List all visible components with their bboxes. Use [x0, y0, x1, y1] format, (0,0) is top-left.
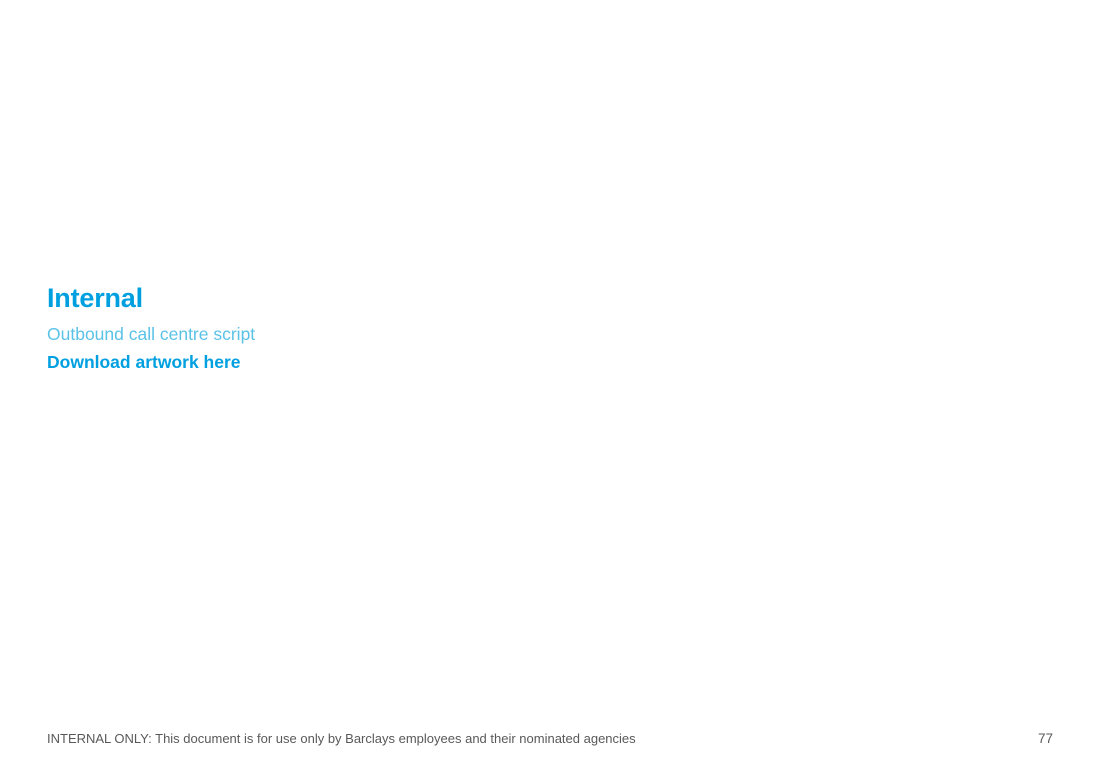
page-content	[47, 283, 255, 374]
footer-note: INTERNAL ONLY: This document is for use only by Barclays employees and their nominated agencies	[47, 731, 636, 746]
page-subtitle: Outbound call centre script	[47, 324, 256, 344]
page-title: Internal	[47, 283, 143, 313]
page-footer	[47, 731, 1053, 746]
page-number: 77	[1037, 731, 1053, 746]
download-artwork-link[interactable]: Download artwork here	[47, 352, 241, 372]
